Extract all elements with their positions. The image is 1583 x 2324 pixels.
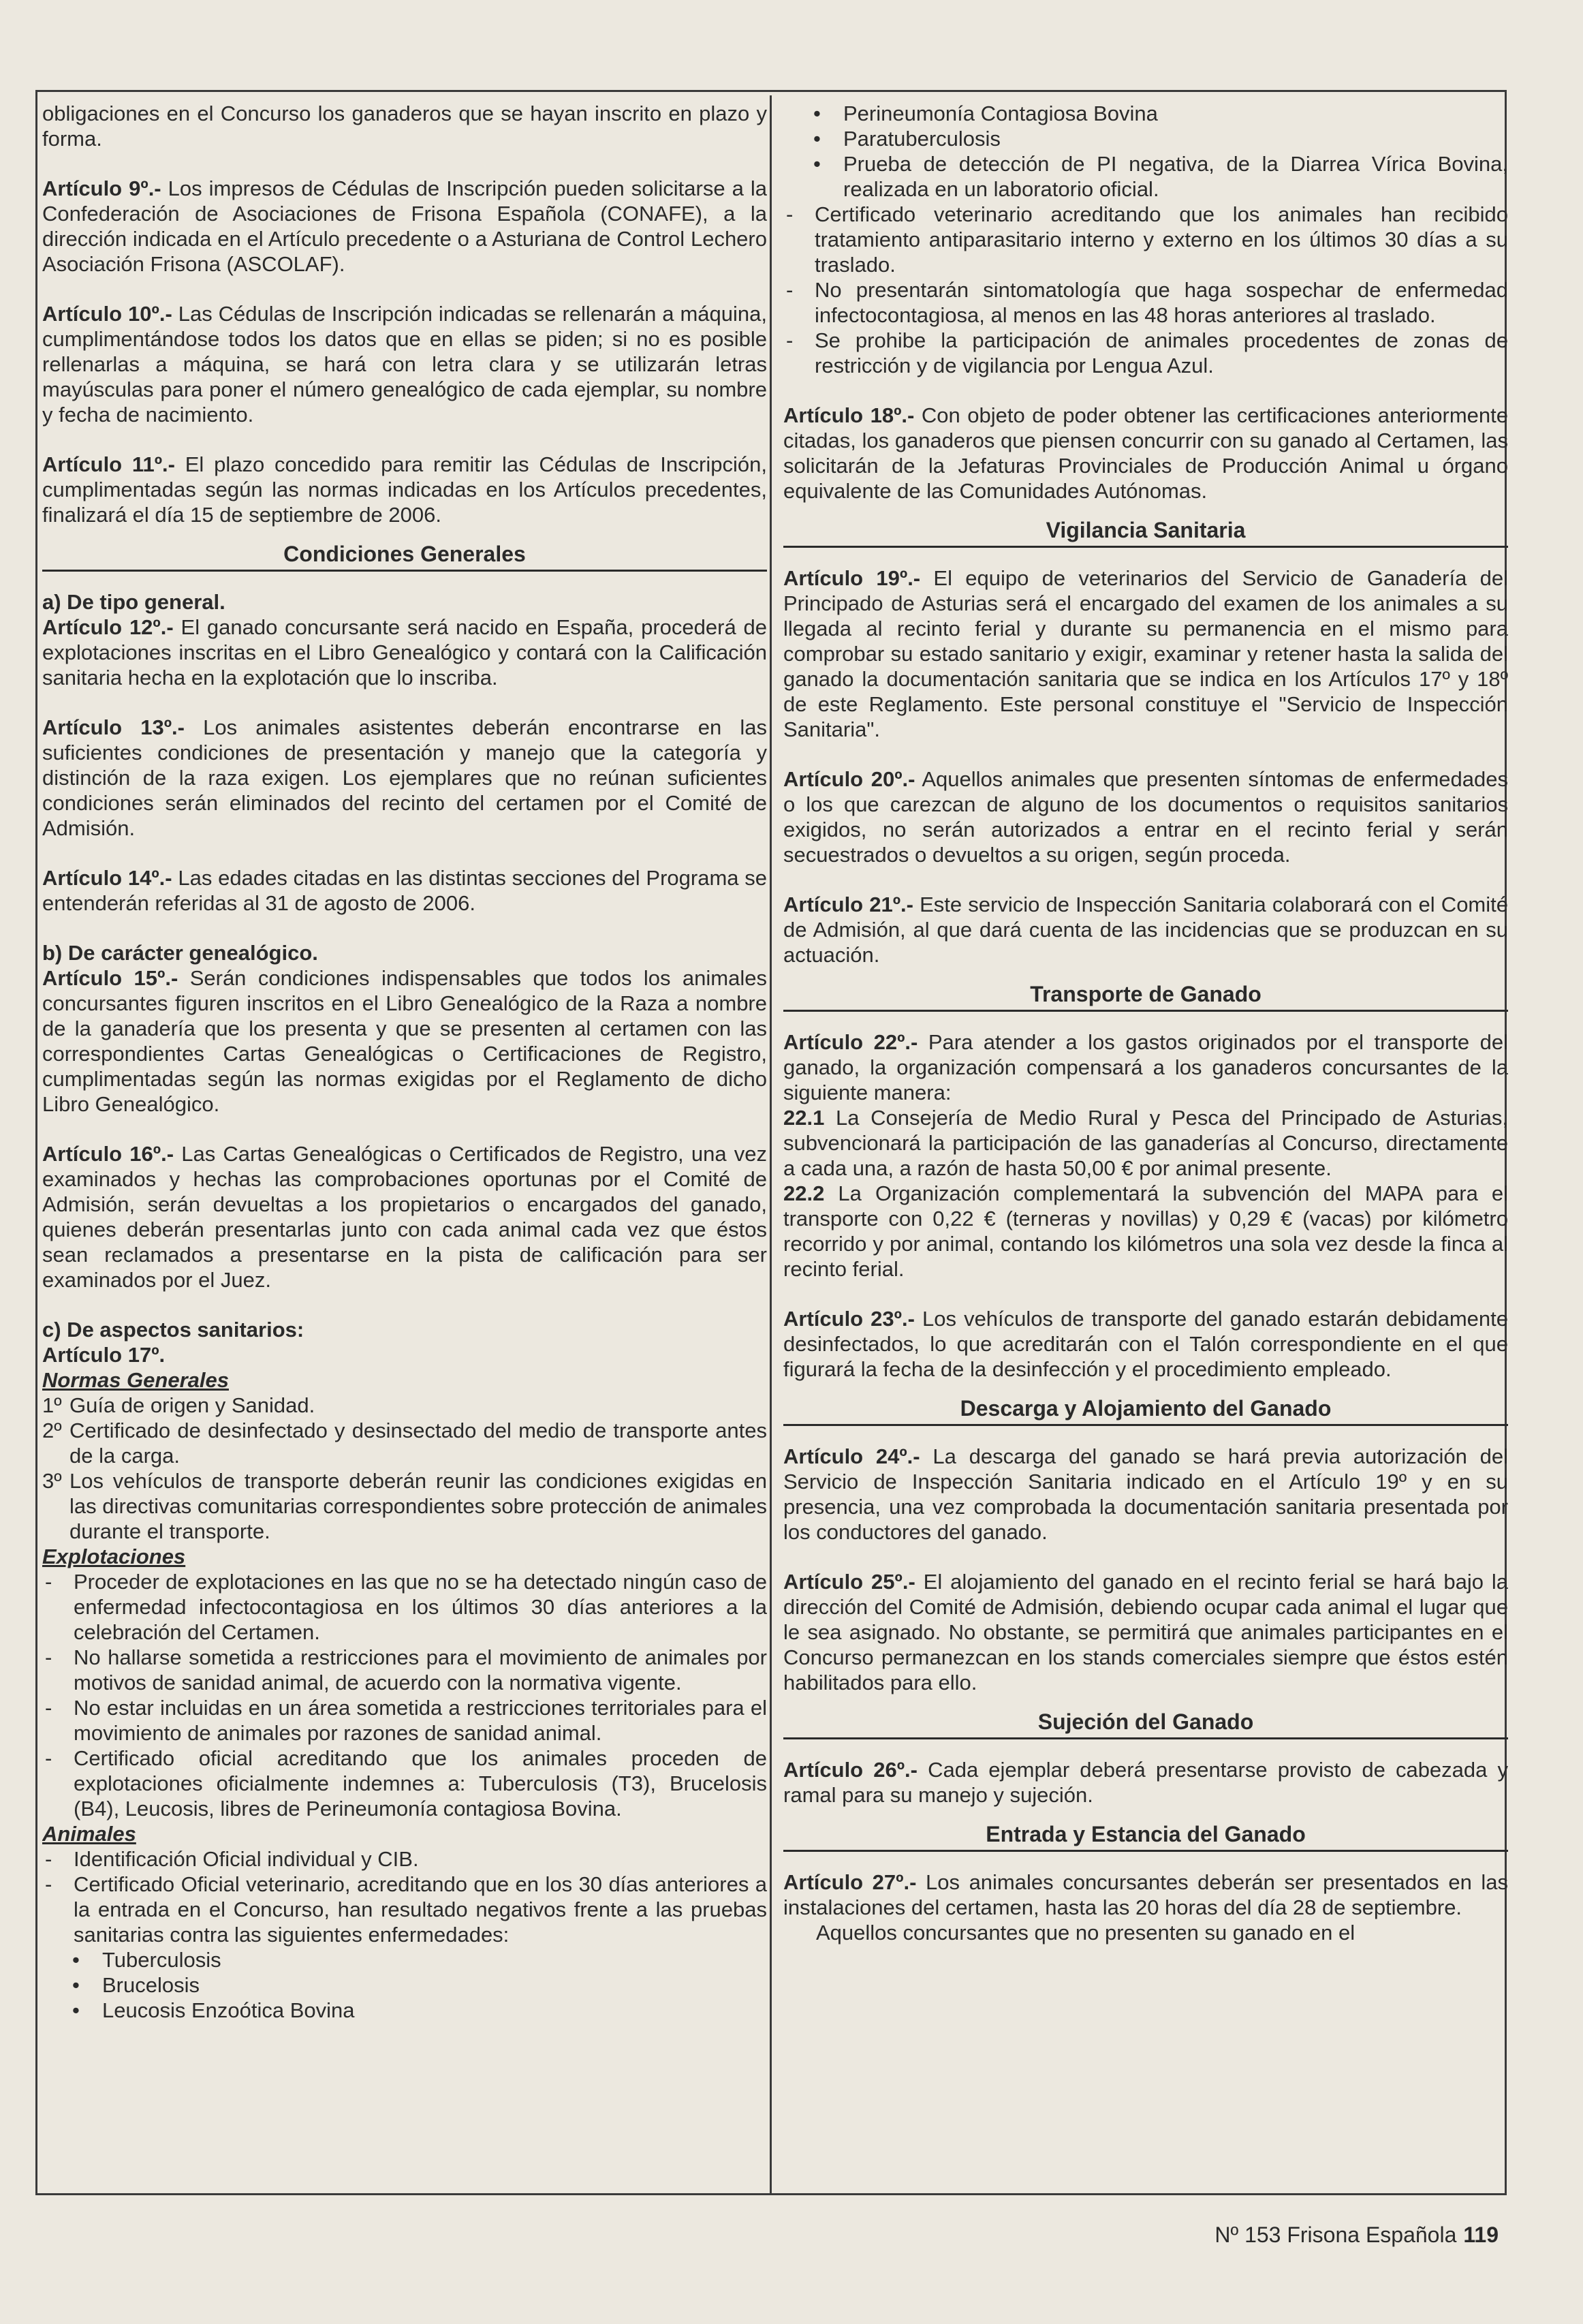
enfermedad-item: • Tuberculosis: [42, 1947, 767, 1972]
article-15: [42, 965, 767, 1117]
norma-number: 1º: [42, 1393, 62, 1417]
norma-item: [42, 1468, 767, 1544]
article-13-text: Los animales asistentes deberán encontrarse en las suficientes condiciones de presentación y manejo que la categoría y distinción de la raza exigen. Los ejemplares que no reúnan suficientes condiciones serán eliminados del recinto del certamen por el Comité de Admisión.: [42, 715, 767, 840]
article-16-text: Las Cartas Genealógicas o Certificados de Registro, una vez examinados y hechas las comprobaciones oportunas por el Comité de Admisión, serán devueltas a los propietarios o encargados del ganado, quienes deberán presentarlas junto con cada animal cada vez que éstos sean reclamados a presentarse en la pista de calificación para ser examinados por el Juez.: [42, 1142, 767, 1292]
article-10: [42, 301, 767, 427]
subheading-sanitarios: c) De aspectos sanitarios:: [42, 1318, 304, 1342]
article-21-text: Este servicio de Inspección Sanitaria colaborará con el Comité de Admisión, al que dará cuenta de las incidencias que se produzcan en su actuación.: [783, 893, 1508, 967]
article-15-text: Serán condiciones indispensables que todos los animales concursantes figuren inscritos en el Libro Genealógico de la Raza a nombre de la ganadería que los presenta y que se presenten al certamen con las correspondientes Cartas Genealógicas o Certificaciones de Registro, cumplimentadas según las normas exigidas por el Reglamento de dicho Libro Genealógico.: [42, 966, 767, 1116]
article-12: [42, 615, 767, 690]
article-14: [42, 865, 767, 916]
enfermedad-item: • Prueba de detección de PI negativa, de la Diarrea Vírica Bovina, realizada en un laboratorio oficial.: [783, 151, 1508, 202]
article-27-text: Los animales concursantes deberán ser presentados en las instalaciones del certamen, hasta las 20 horas del día 28 de septiembre.: [783, 1870, 1508, 1919]
article-12-text: El ganado concursante será nacido en España, procederá de explotaciones inscritas en el Libro Genealógico y contará con la Calificación sanitaria hecha en la explotación que lo inscriba.: [42, 615, 767, 690]
article-21: [783, 892, 1508, 967]
article-25-text: El alojamiento del ganado en el recinto ferial se hará bajo la dirección del Comité de Admisión, debiendo ocupar cada animal el lugar que le sea asignado. No obstante, se permitirá que animales participantes en el Concurso permanezcan en los stands comerciales siempre que éstos estén habilitados para ello.: [783, 1570, 1508, 1694]
article-10-label: Artículo 10º.-: [42, 302, 172, 326]
heading-vigilancia-sanitaria: Vigilancia Sanitaria: [783, 517, 1508, 548]
norma-number: 2º: [42, 1419, 62, 1442]
requisitos-list: [783, 202, 1508, 378]
article-13: [42, 715, 767, 841]
article-20: [783, 766, 1508, 867]
right-column: [783, 101, 1508, 2199]
article-20-text: Aquellos animales que presenten síntomas de enfermedades o los que carezcan de alguno de los documentos o requisitos sanitarios exigidos, no serán autorizados a entrar en el recinto ferial y serán secuestrados o devueltos a su origen, según proceda.: [783, 767, 1508, 867]
enfermedad-item: • Perineumonía Contagiosa Bovina: [783, 101, 1508, 126]
explotaciones-list: [42, 1569, 767, 1821]
animal-requirement-item: - Identificación Oficial individual y CIB.: [42, 1846, 767, 1872]
enfermedad-item: • Paratuberculosis: [783, 126, 1508, 151]
article-25-label: Artículo 25º.-: [783, 1570, 915, 1594]
article-26-text: Cada ejemplar deberá presentarse provisto de cabezada y ramal para su manejo y sujeción.: [783, 1758, 1508, 1807]
article-12-label: Artículo 12º.-: [42, 615, 174, 639]
article-16: [42, 1141, 767, 1292]
article-23-label: Artículo 23º.-: [783, 1307, 915, 1331]
article-14-text: Las edades citadas en las distintas secciones del Programa se entenderán referidas al 31 de agosto de 2006.: [42, 866, 767, 915]
article-18-label: Artículo 18º.-: [783, 403, 915, 427]
article-9-label: Artículo 9º.-: [42, 176, 161, 200]
footer-issue: Nº 153 Frisona Española: [1214, 2222, 1457, 2247]
explotacion-item: - Certificado oficial acreditando que los animales proceden de explotaciones oficialmente indemnes a: Tuberculosis (T3), Brucelosis (B4), Leucosis, libres de Perineumonía contagiosa Bovina.: [42, 1746, 767, 1821]
article-19: [783, 565, 1508, 742]
article-21-label: Artículo 21º.-: [783, 893, 913, 916]
article-13-label: Artículo 13º.-: [42, 715, 185, 739]
paragraph-22-2: [783, 1181, 1508, 1282]
heading-condiciones-generales: Condiciones Generales: [42, 541, 767, 572]
article-24-label: Artículo 24º.-: [783, 1444, 920, 1468]
enfermedades-list: [42, 1947, 767, 2023]
article-24-text: La descarga del ganado se hará previa autorización del Servicio de Inspección Sanitaria indicado en el Artículo 19º y en su presencia, una vez comprobada la documentación sanitaria presentada por los conductores del ganado.: [783, 1444, 1508, 1544]
norma-number: 3º: [42, 1469, 62, 1493]
article-15-label: Artículo 15º.-: [42, 966, 178, 990]
article-25: [783, 1569, 1508, 1695]
heading-explotaciones: Explotaciones: [42, 1545, 186, 1568]
article-26: [783, 1757, 1508, 1808]
article-24: [783, 1444, 1508, 1545]
paragraph-obligaciones: obligaciones en el Concurso los ganaderos que se hayan inscrito en plazo y forma.: [42, 102, 767, 151]
norma-item: [42, 1393, 767, 1418]
explotacion-item: - Proceder de explotaciones en las que no se ha detectado ningún caso de enfermedad infectocontagiosa en los últimos 30 días anteriores a la celebración del Certamen.: [42, 1569, 767, 1645]
article-11-text: El plazo concedido para remitir las Cédulas de Inscripción, cumplimentadas según las normas indicadas en los Artículos precedentes, finalizará el día 15 de septiembre de 2006.: [42, 452, 767, 527]
heading-sujecion-ganado: Sujeción del Ganado: [783, 1709, 1508, 1739]
enfermedad-item: • Leucosis Enzoótica Bovina: [42, 1998, 767, 2023]
requisito-item: - No presentarán sintomatología que haga sospechar de enfermedad infectocontagiosa, al menos en las 48 horas anteriores al traslado.: [783, 277, 1508, 328]
article-23-text: Los vehículos de transporte del ganado estarán debidamente desinfectados, lo que acreditarán con el Talón correspondiente en el que figurará la fecha de la desinfección y el procedimiento empleado.: [783, 1307, 1508, 1381]
article-10-text: Las Cédulas de Inscripción indicadas se rellenarán a máquina, cumplimentándose todos los datos que en ellas se piden; si no es posible rellenarlas a máquina, se hará con letra clara y se utilizarán letras mayúsculas para poner el número genealógico de cada ejemplar, su nombre y fecha de nacimiento.: [42, 302, 767, 427]
paragraph-22-2-text: La Organización complementará la subvención del MAPA para el transporte con 0,22 € (terneras y novillas) y 0,29 € (vacas) por kilómetro recorrido y por animal, contando los kilómetros una sola vez desde la finca al recinto ferial.: [783, 1181, 1508, 1281]
enfermedades-list-continued: [783, 101, 1508, 202]
animal-requirement-item: - Certificado Oficial veterinario, acreditando que en los 30 días anteriores a la entrada en el Concurso, han resultado negativos frente a las pruebas sanitarias contra las siguientes enfermedades:: [42, 1872, 767, 1947]
article-16-label: Artículo 16º.-: [42, 1142, 174, 1166]
heading-normas-generales: Normas Generales: [42, 1368, 229, 1392]
norma-item: [42, 1418, 767, 1468]
article-11-label: Artículo 11º.-: [42, 452, 175, 476]
article-14-label: Artículo 14º.-: [42, 866, 172, 890]
article-26-label: Artículo 26º.-: [783, 1758, 918, 1782]
article-27-label: Artículo 27º.-: [783, 1870, 917, 1894]
enfermedad-item: • Brucelosis: [42, 1972, 767, 1998]
article-18: [783, 403, 1508, 503]
article-27: [783, 1870, 1508, 1920]
article-17-label: Artículo 17º.: [42, 1343, 166, 1367]
animales-list: [42, 1846, 767, 1947]
paragraph-22-1-text: La Consejería de Medio Rural y Pesca del Principado de Asturias, subvencionará la participación de las ganaderías al Concurso, directamente a cada una, a razón de hasta 50,00 € por animal presente.: [783, 1106, 1508, 1180]
subheading-tipo-general: a) De tipo general.: [42, 590, 225, 614]
heading-animales: Animales: [42, 1822, 136, 1846]
paragraph-22-1: [783, 1105, 1508, 1181]
heading-descarga-alojamiento: Descarga y Alojamiento del Ganado: [783, 1395, 1508, 1426]
normas-list: [42, 1393, 767, 1544]
article-19-label: Artículo 19º.-: [783, 566, 921, 590]
paragraph-final: Aquellos concursantes que no presenten su ganado en el: [816, 1921, 1355, 1945]
column-divider: [770, 95, 772, 2194]
article-22: [783, 1029, 1508, 1105]
heading-entrada-estancia: Entrada y Estancia del Ganado: [783, 1821, 1508, 1852]
article-11: [42, 452, 767, 527]
page-number: 119: [1463, 2222, 1499, 2247]
page-footer: [1158, 2221, 1499, 2248]
explotacion-item: - No estar incluidas en un área sometida a restricciones territoriales para el movimiento de animales por razones de sanidad animal.: [42, 1695, 767, 1746]
article-19-text: El equipo de veterinarios del Servicio de Ganadería del Principado de Asturias será el encargado del examen de los animales a su llegada al recinto ferial y durante su permanencia en el mismo para comprobar su estado sanitario y exigir, examinar y retener hasta la salida del ganado la documentación sanitaria que se indica en los Artículos 17º y 18º de este Reglamento. Este personal constituye el "Servicio de Inspección Sanitaria".: [783, 566, 1508, 741]
norma-text: Guía de origen y Sanidad.: [69, 1393, 315, 1417]
article-9-text: Los impresos de Cédulas de Inscripción pueden solicitarse a la Confederación de Asociaciones de Frisona Española (CONAFE), a la dirección indicada en el Artículo precedente o a Asturiana de Control Lechero Asociación Frisona (ASCOLAF).: [42, 176, 767, 276]
requisito-item: - Certificado veterinario acreditando que los animales han recibido tratamiento antiparasitario interno y externo en los últimos 30 días a su traslado.: [783, 202, 1508, 277]
article-23: [783, 1306, 1508, 1382]
paragraph-22-2-label: 22.2: [783, 1181, 825, 1205]
norma-text: Certificado de desinfectado y desinsectado del medio de transporte antes de la carga.: [69, 1419, 767, 1468]
article-20-label: Artículo 20º.-: [783, 767, 915, 791]
left-column: [42, 101, 767, 2199]
subheading-genealogico: b) De carácter genealógico.: [42, 941, 318, 965]
article-22-text: Para atender a los gastos originados por el transporte del ganado, la organización compensará a los ganaderos concursantes de la siguiente manera:: [783, 1030, 1508, 1104]
explotacion-item: - No hallarse sometida a restricciones para el movimiento de animales por motivos de sanidad animal, de acuerdo con la normativa vigente.: [42, 1645, 767, 1695]
article-22-label: Artículo 22º.-: [783, 1030, 918, 1054]
requisito-item: - Se prohibe la participación de animales procedentes de zonas de restricción y de vigilancia por Lengua Azul.: [783, 328, 1508, 378]
paragraph-22-1-label: 22.1: [783, 1106, 825, 1130]
article-18-text: Con objeto de poder obtener las certificaciones anteriormente citadas, los ganaderos que piensen concurrir con su ganado al Certamen, las solicitarán de la Jefaturas Provinciales de Producción Animal u órgano equivalente de las Comunidades Autónomas.: [783, 403, 1508, 503]
norma-text: Los vehículos de transporte deberán reunir las condiciones exigidas en las directivas comunitarias correspondientes sobre protección de animales durante el transporte.: [69, 1469, 767, 1543]
article-9: [42, 176, 767, 277]
heading-transporte-ganado: Transporte de Ganado: [783, 981, 1508, 1012]
